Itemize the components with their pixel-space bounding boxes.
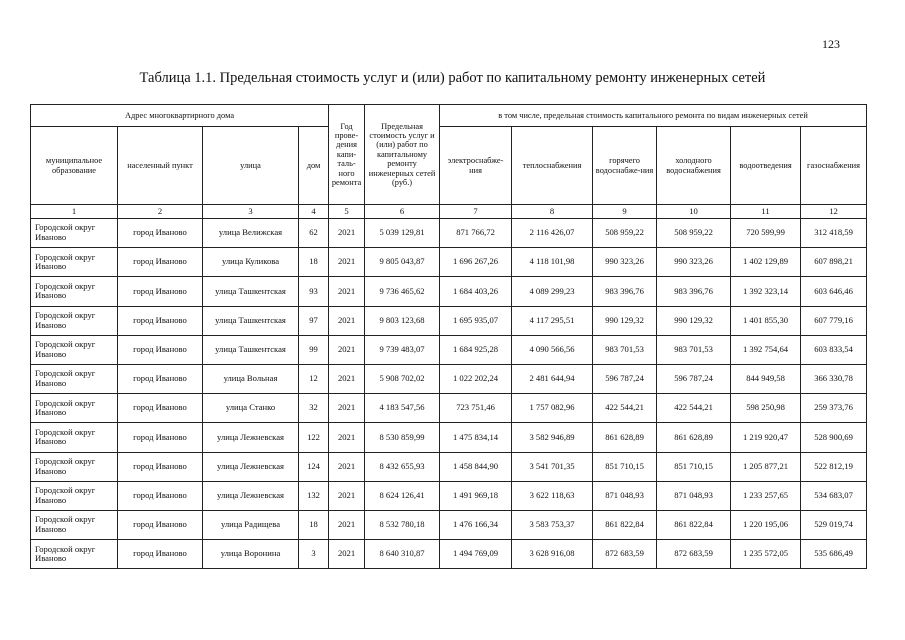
column-number: 8 [512, 205, 593, 219]
cell-heating: 3 583 753,37 [512, 510, 593, 539]
cell-cold-water: 422 544,21 [657, 394, 731, 423]
cell-drainage: 720 599,99 [731, 219, 801, 248]
table-row [31, 540, 867, 569]
cell-house: 97 [299, 306, 329, 335]
cell-heating: 3 622 118,63 [512, 481, 593, 510]
header-house: дом [299, 127, 329, 205]
cell-max-cost: 9 739 483,07 [365, 335, 440, 364]
cell-hot-water: 990 323,26 [593, 248, 657, 277]
cell-cold-water: 508 959,22 [657, 219, 731, 248]
cell-settlement: город Иваново [118, 364, 203, 393]
cell-cold-water: 871 048,93 [657, 481, 731, 510]
cell-hot-water: 861 628,89 [593, 423, 657, 452]
cell-year: 2021 [329, 335, 365, 364]
header-gas: газоснабжения [801, 127, 867, 205]
cell-street: улица Велижская [203, 219, 299, 248]
cell-hot-water: 871 048,93 [593, 481, 657, 510]
cell-heating: 4 118 101,98 [512, 248, 593, 277]
cell-max-cost: 9 736 465,62 [365, 277, 440, 306]
cell-settlement: город Иваново [118, 248, 203, 277]
header-including: в том числе, предельная стоимость капитального ремонта по видам инженерных сетей [440, 105, 867, 127]
table-row [31, 481, 867, 510]
cell-street: улица Лежневская [203, 452, 299, 481]
table-row [31, 364, 867, 393]
cell-street: улица Ташкентская [203, 277, 299, 306]
header-year: Год прове-дения капи-таль-ного ремонта [329, 105, 365, 205]
cell-cold-water: 861 822,84 [657, 510, 731, 539]
cell-hot-water: 508 959,22 [593, 219, 657, 248]
cell-settlement: город Иваново [118, 423, 203, 452]
header-max-cost: Предельная стоимость услуг и (или) работ по капитальному ремонту инженерных сетей (руб.) [365, 105, 440, 205]
table-row [31, 394, 867, 423]
cell-max-cost: 8 624 126,41 [365, 481, 440, 510]
cell-gas: 259 373,76 [801, 394, 867, 423]
cell-street: улица Куликова [203, 248, 299, 277]
cell-settlement: город Иваново [118, 306, 203, 335]
cell-heating: 4 090 566,56 [512, 335, 593, 364]
header-drainage: водоотведения [731, 127, 801, 205]
cell-max-cost: 4 183 547,56 [365, 394, 440, 423]
table-row [31, 510, 867, 539]
cell-settlement: город Иваново [118, 510, 203, 539]
column-number: 1 [31, 205, 118, 219]
cell-municipality: Городской округ Иваново [31, 219, 118, 248]
cell-cold-water: 851 710,15 [657, 452, 731, 481]
cell-year: 2021 [329, 510, 365, 539]
cell-house: 93 [299, 277, 329, 306]
cell-drainage: 1 402 129,89 [731, 248, 801, 277]
cell-street: улица Воронина [203, 540, 299, 569]
cell-max-cost: 8 432 655,93 [365, 452, 440, 481]
cell-heating: 4 117 295,51 [512, 306, 593, 335]
cell-cold-water: 872 683,59 [657, 540, 731, 569]
cell-street: улица Радищева [203, 510, 299, 539]
header-settlement: населенный пункт [118, 127, 203, 205]
cell-municipality: Городской округ Иваново [31, 277, 118, 306]
cell-year: 2021 [329, 481, 365, 510]
cell-municipality: Городской округ Иваново [31, 452, 118, 481]
cell-heating: 1 757 082,96 [512, 394, 593, 423]
cell-gas: 312 418,59 [801, 219, 867, 248]
header-address: Адрес многоквартирного дома [31, 105, 329, 127]
cell-house: 3 [299, 540, 329, 569]
cell-gas: 534 683,07 [801, 481, 867, 510]
cell-settlement: город Иваново [118, 277, 203, 306]
cell-drainage: 1 392 323,14 [731, 277, 801, 306]
cell-heating: 3 628 916,08 [512, 540, 593, 569]
cell-drainage: 1 220 195,06 [731, 510, 801, 539]
cell-max-cost: 9 805 043,87 [365, 248, 440, 277]
cell-year: 2021 [329, 364, 365, 393]
cell-hot-water: 983 396,76 [593, 277, 657, 306]
cell-municipality: Городской округ Иваново [31, 423, 118, 452]
cell-settlement: город Иваново [118, 335, 203, 364]
cell-settlement: город Иваново [118, 481, 203, 510]
cell-street: улица Ташкентская [203, 306, 299, 335]
cell-year: 2021 [329, 394, 365, 423]
cell-year: 2021 [329, 540, 365, 569]
cell-gas: 603 646,46 [801, 277, 867, 306]
cell-electricity: 1 475 834,14 [440, 423, 512, 452]
cell-year: 2021 [329, 423, 365, 452]
cell-settlement: город Иваново [118, 540, 203, 569]
cell-heating: 3 541 701,35 [512, 452, 593, 481]
column-number: 5 [329, 205, 365, 219]
cell-electricity: 1 494 769,09 [440, 540, 512, 569]
cell-electricity: 1 696 267,26 [440, 248, 512, 277]
cell-electricity: 1 684 403,26 [440, 277, 512, 306]
cell-street: улица Лежневская [203, 481, 299, 510]
table-row [31, 306, 867, 335]
cell-cold-water: 861 628,89 [657, 423, 731, 452]
cell-cold-water: 990 323,26 [657, 248, 731, 277]
cell-municipality: Городской округ Иваново [31, 335, 118, 364]
cell-hot-water: 851 710,15 [593, 452, 657, 481]
cell-settlement: город Иваново [118, 452, 203, 481]
column-number: 10 [657, 205, 731, 219]
table-row [31, 277, 867, 306]
cell-year: 2021 [329, 219, 365, 248]
cell-drainage: 1 235 572,05 [731, 540, 801, 569]
table-row [31, 219, 867, 248]
cell-electricity: 1 491 969,18 [440, 481, 512, 510]
cell-heating: 4 089 299,23 [512, 277, 593, 306]
cell-municipality: Городской округ Иваново [31, 364, 118, 393]
cell-cold-water: 990 129,32 [657, 306, 731, 335]
cell-hot-water: 990 129,32 [593, 306, 657, 335]
cell-house: 122 [299, 423, 329, 452]
cell-cold-water: 983 396,76 [657, 277, 731, 306]
column-number: 9 [593, 205, 657, 219]
cell-electricity: 1 476 166,34 [440, 510, 512, 539]
cell-gas: 529 019,74 [801, 510, 867, 539]
cell-gas: 535 686,49 [801, 540, 867, 569]
cell-municipality: Городской округ Иваново [31, 540, 118, 569]
cell-max-cost: 5 908 702,02 [365, 364, 440, 393]
column-number: 12 [801, 205, 867, 219]
column-number: 4 [299, 205, 329, 219]
cell-hot-water: 596 787,24 [593, 364, 657, 393]
cell-drainage: 1 401 855,30 [731, 306, 801, 335]
cell-drainage: 1 392 754,64 [731, 335, 801, 364]
cell-drainage: 1 233 257,65 [731, 481, 801, 510]
header-street: улица [203, 127, 299, 205]
cell-year: 2021 [329, 277, 365, 306]
cost-table [30, 104, 867, 569]
cell-gas: 603 833,54 [801, 335, 867, 364]
cell-street: улица Станко [203, 394, 299, 423]
cell-gas: 366 330,78 [801, 364, 867, 393]
cell-municipality: Городской округ Иваново [31, 510, 118, 539]
cell-max-cost: 8 640 310,87 [365, 540, 440, 569]
cell-cold-water: 596 787,24 [657, 364, 731, 393]
cell-cold-water: 983 701,53 [657, 335, 731, 364]
cell-house: 124 [299, 452, 329, 481]
cell-street: улица Вольная [203, 364, 299, 393]
cell-gas: 528 900,69 [801, 423, 867, 452]
cell-drainage: 844 949,58 [731, 364, 801, 393]
cell-electricity: 1 695 935,07 [440, 306, 512, 335]
cell-street: улица Ташкентская [203, 335, 299, 364]
cell-year: 2021 [329, 248, 365, 277]
cell-electricity: 723 751,46 [440, 394, 512, 423]
column-number: 3 [203, 205, 299, 219]
table-row [31, 248, 867, 277]
cell-max-cost: 5 039 129,81 [365, 219, 440, 248]
cell-electricity: 1 022 202,24 [440, 364, 512, 393]
table-row [31, 423, 867, 452]
column-number-row [31, 205, 867, 219]
cell-heating: 3 582 946,89 [512, 423, 593, 452]
cell-municipality: Городской округ Иваново [31, 248, 118, 277]
cell-house: 62 [299, 219, 329, 248]
cell-electricity: 871 766,72 [440, 219, 512, 248]
cell-year: 2021 [329, 306, 365, 335]
header-electricity: электроснабже-ния [440, 127, 512, 205]
table-body [31, 219, 867, 569]
cell-house: 18 [299, 248, 329, 277]
column-number: 2 [118, 205, 203, 219]
table-title: Таблица 1.1. Предельная стоимость услуг и (или) работ по капитальному ремонту инженерных сетей [139, 70, 766, 86]
cell-municipality: Городской округ Иваново [31, 306, 118, 335]
cell-drainage: 1 205 877,21 [731, 452, 801, 481]
cell-municipality: Городской округ Иваново [31, 481, 118, 510]
cell-heating: 2 116 426,07 [512, 219, 593, 248]
cell-drainage: 1 219 920,47 [731, 423, 801, 452]
cell-house: 12 [299, 364, 329, 393]
cell-electricity: 1 684 925,28 [440, 335, 512, 364]
cell-year: 2021 [329, 452, 365, 481]
cell-settlement: город Иваново [118, 394, 203, 423]
cell-house: 132 [299, 481, 329, 510]
cell-max-cost: 8 530 859,99 [365, 423, 440, 452]
cell-hot-water: 983 701,53 [593, 335, 657, 364]
header-municipality: муниципальное образование [31, 127, 118, 205]
cell-hot-water: 872 683,59 [593, 540, 657, 569]
cell-street: улица Лежневская [203, 423, 299, 452]
cell-house: 18 [299, 510, 329, 539]
table-row [31, 452, 867, 481]
cell-heating: 2 481 644,94 [512, 364, 593, 393]
cell-settlement: город Иваново [118, 219, 203, 248]
header-heating: теплоснабжения [512, 127, 593, 205]
column-number: 7 [440, 205, 512, 219]
cell-municipality: Городской округ Иваново [31, 394, 118, 423]
cell-drainage: 598 250,98 [731, 394, 801, 423]
column-number: 11 [731, 205, 801, 219]
cell-max-cost: 9 803 123,68 [365, 306, 440, 335]
table-row [31, 335, 867, 364]
cell-house: 32 [299, 394, 329, 423]
cell-hot-water: 422 544,21 [593, 394, 657, 423]
cell-house: 99 [299, 335, 329, 364]
header-cold-water: холодного водоснабжения [657, 127, 731, 205]
cell-max-cost: 8 532 780,18 [365, 510, 440, 539]
page-number: 123 [822, 37, 840, 51]
cell-gas: 522 812,19 [801, 452, 867, 481]
cell-gas: 607 779,16 [801, 306, 867, 335]
column-number: 6 [365, 205, 440, 219]
cell-electricity: 1 458 844,90 [440, 452, 512, 481]
header-hot-water: горячего водоснабже-ния [593, 127, 657, 205]
cell-gas: 607 898,21 [801, 248, 867, 277]
cell-hot-water: 861 822,84 [593, 510, 657, 539]
